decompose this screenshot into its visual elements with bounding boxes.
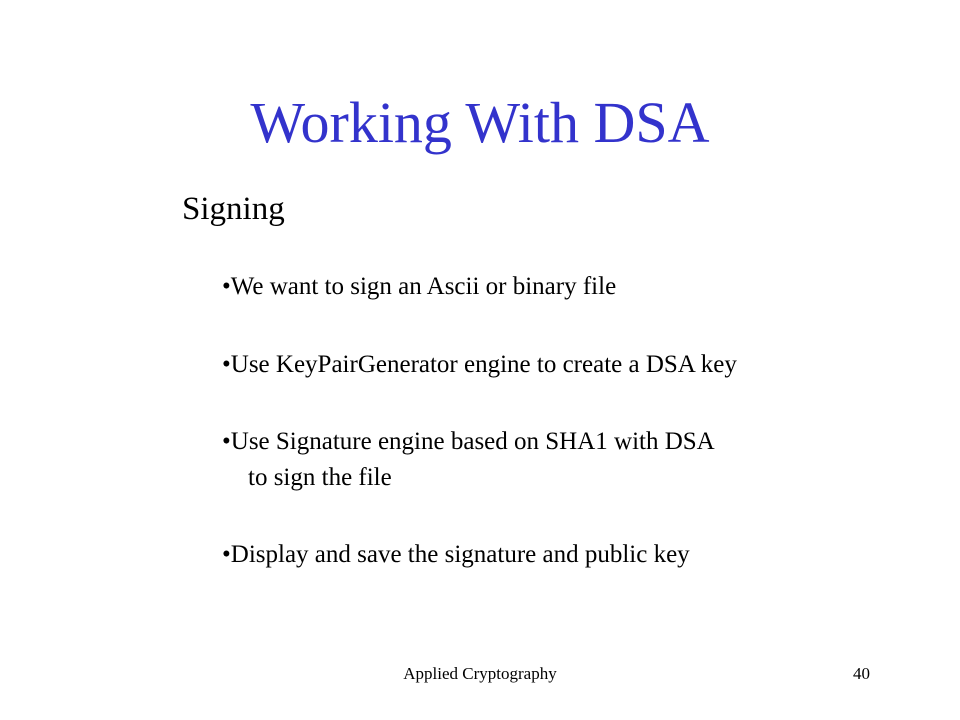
slide-title: Working With DSA	[250, 90, 710, 155]
bullet-continuation: to sign the file	[248, 464, 392, 491]
bullet-icon: •	[222, 273, 231, 300]
footer-course-title: Applied Cryptography	[403, 664, 557, 683]
bullet-item	[222, 349, 737, 381]
bullet-item	[222, 271, 616, 303]
bullet-text: We want to sign an Ascii or binary file	[230, 273, 617, 300]
footer-page-number: 40	[853, 664, 870, 683]
bullet-text: Use KeyPairGenerator engine to create a DSA key	[230, 351, 737, 378]
bullet-item	[222, 539, 690, 571]
bullet-text: Use Signature engine based on SHA1 with DSA	[230, 428, 715, 455]
section-heading: Signing	[182, 191, 285, 227]
bullet-item	[222, 426, 715, 458]
bullet-text: Display and save the signature and public key	[230, 541, 690, 568]
bullet-icon: •	[222, 541, 231, 568]
bullet-icon: •	[222, 428, 231, 455]
bullet-icon: •	[222, 351, 231, 378]
